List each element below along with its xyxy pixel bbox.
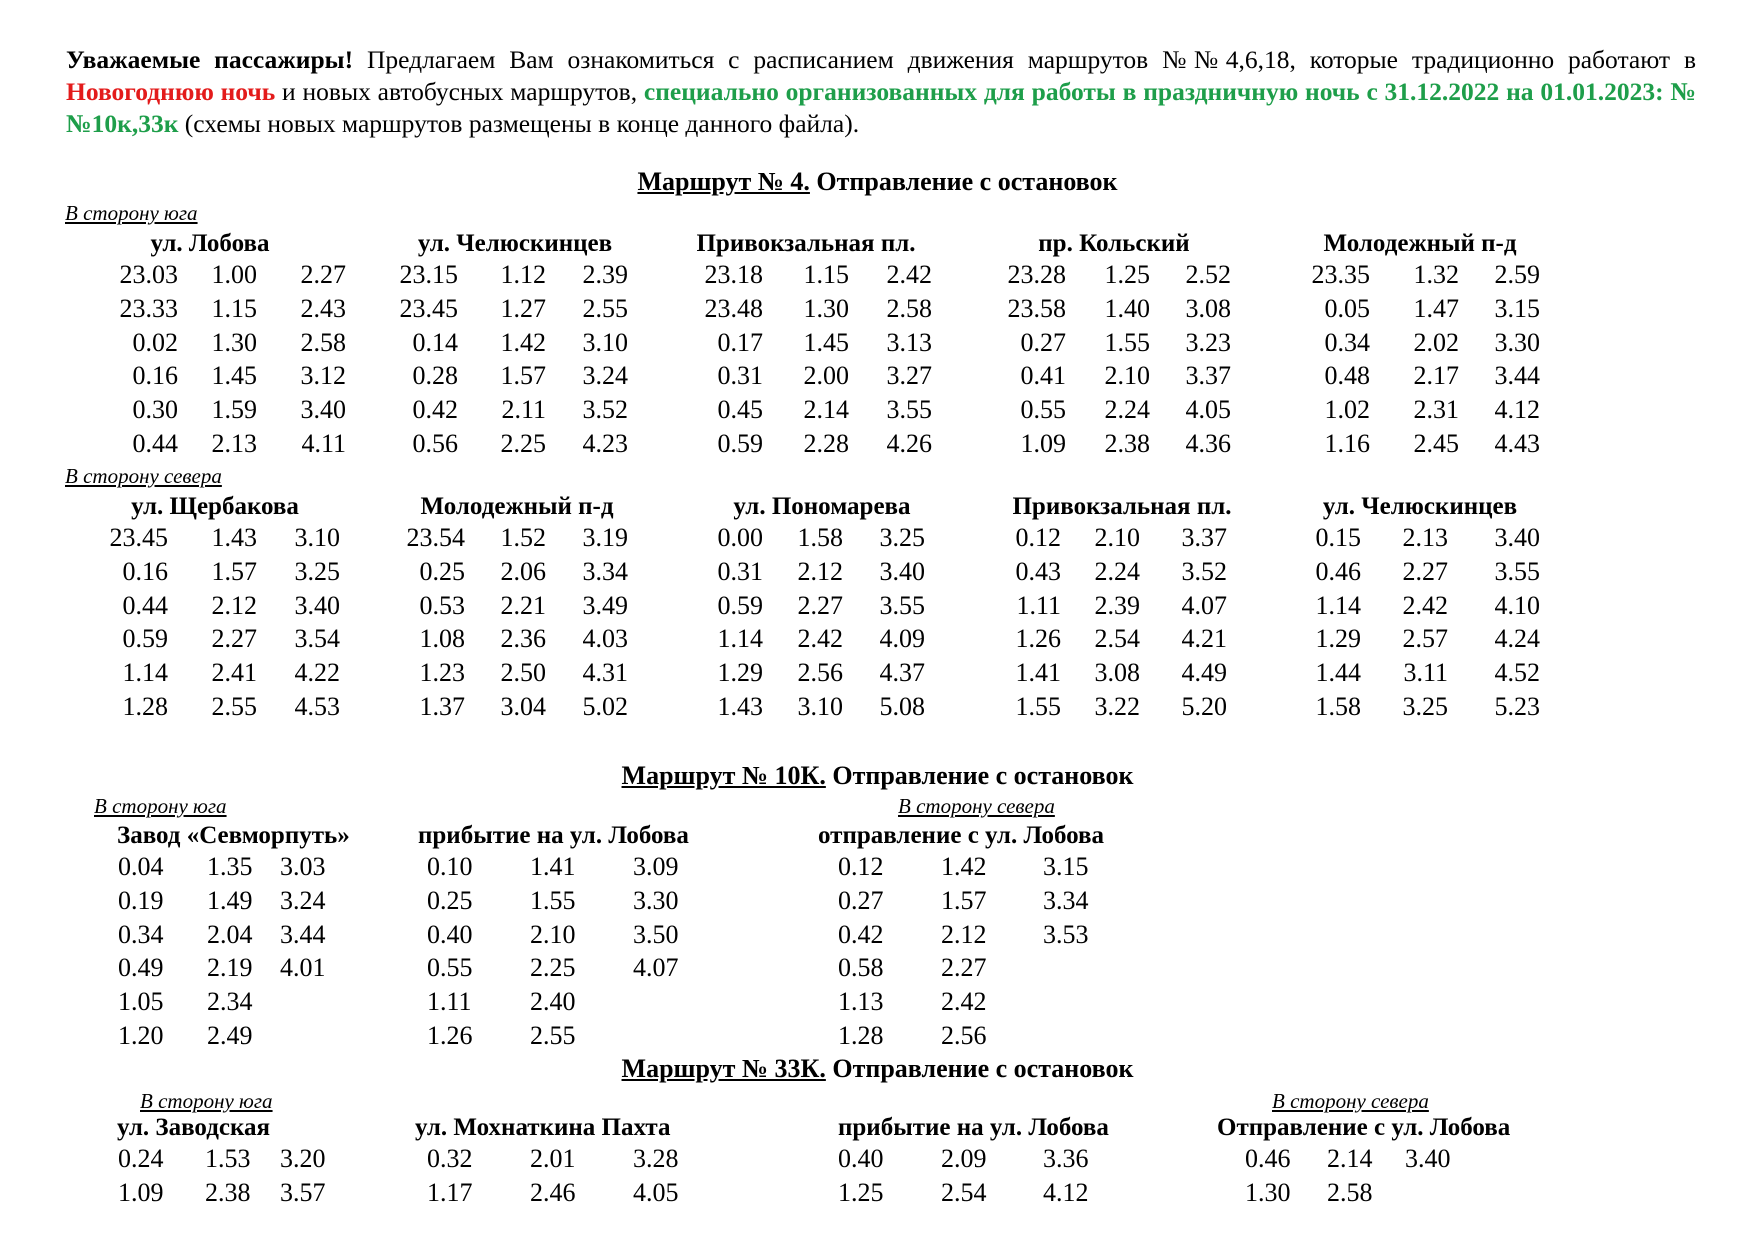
time-value: 0.02 (132, 327, 178, 357)
time-value: 0.46 (1245, 1144, 1291, 1173)
time-value: 2.34 (207, 987, 253, 1017)
stop-name: Отправление с ул. Лобова (1217, 1114, 1511, 1141)
time-value: 2.50 (500, 658, 546, 688)
time-value: 1.14 (122, 658, 168, 688)
time-value: 4.12 (1494, 395, 1540, 425)
time-value: 23.18 (704, 260, 763, 289)
time-value: 1.29 (1315, 624, 1361, 654)
route10k-south-label: В сторону юга (94, 794, 227, 818)
time-value: 3.10 (294, 523, 340, 552)
time-value: 1.13 (838, 987, 884, 1017)
stop-name: ул. Заводская (117, 1114, 271, 1141)
time-value: 3.36 (1043, 1144, 1089, 1173)
time-value: 1.28 (122, 691, 168, 721)
time-value: 1.28 (838, 1020, 884, 1050)
time-value: 1.14 (717, 624, 763, 654)
time-value: 0.49 (118, 953, 164, 983)
time-value: 0.42 (838, 919, 884, 949)
time-value: 1.45 (803, 327, 849, 357)
time-value: 1.09 (118, 1177, 164, 1207)
time-value: 0.19 (118, 885, 164, 915)
time-value: 5.08 (879, 691, 925, 721)
time-value: 1.14 (1315, 590, 1361, 620)
time-value: 23.28 (1007, 260, 1066, 289)
time-value: 1.41 (530, 852, 576, 881)
time-value: 23.45 (109, 523, 168, 552)
time-value: 23.03 (119, 260, 178, 289)
intro-text-1: Предлагаем Вам ознакомиться с расписанием движения маршрутов №№4,6,18, которые традиционно работают в (353, 45, 1696, 74)
time-value: 3.24 (280, 885, 326, 915)
time-value: 0.31 (717, 361, 763, 391)
time-value: 2.56 (797, 658, 843, 688)
time-value: 0.27 (838, 885, 884, 915)
stop-name: прибытие на ул. Лобова (418, 822, 689, 849)
stop-name: Молодежный п-д (420, 493, 614, 520)
route33k-south-label: В сторону юга (140, 1089, 273, 1113)
time-value: 1.55 (530, 885, 576, 915)
time-value: 1.53 (205, 1144, 251, 1173)
time-value: 2.12 (797, 556, 843, 586)
time-value: 3.22 (1094, 691, 1140, 721)
time-value: 1.23 (419, 658, 465, 688)
time-value: 5.23 (1494, 691, 1540, 721)
time-value: 2.09 (941, 1144, 987, 1173)
time-value: 1.09 (1020, 428, 1066, 458)
time-value: 4.22 (294, 658, 340, 688)
time-value: 2.27 (300, 260, 346, 289)
time-value: 3.52 (1181, 556, 1227, 586)
time-value: 23.45 (399, 293, 458, 323)
time-value: 2.25 (500, 428, 546, 458)
time-value: 1.32 (1413, 260, 1459, 289)
time-value: 3.25 (294, 556, 340, 586)
time-value: 1.02 (1324, 395, 1370, 425)
time-value: 2.36 (500, 624, 546, 654)
time-value: 1.08 (419, 624, 465, 654)
time-value: 2.42 (1402, 590, 1448, 620)
time-value: 2.21 (500, 590, 546, 620)
time-value: 2.12 (211, 590, 257, 620)
time-value: 2.13 (1402, 523, 1448, 552)
time-value: 3.11 (1403, 658, 1448, 688)
time-value: 0.58 (838, 953, 884, 983)
time-value: 1.20 (118, 1020, 164, 1050)
time-value: 1.05 (118, 987, 164, 1017)
time-value: 2.31 (1413, 395, 1459, 425)
time-value: 4.31 (582, 658, 628, 688)
time-value: 3.40 (300, 395, 346, 425)
time-value: 0.24 (118, 1144, 164, 1173)
time-value: 3.49 (582, 590, 628, 620)
time-value: 3.23 (1185, 327, 1231, 357)
time-value: 2.42 (886, 260, 932, 289)
time-value: 1.57 (500, 361, 546, 391)
time-value: 1.58 (1315, 691, 1361, 721)
time-value: 2.28 (803, 428, 849, 458)
time-value: 3.09 (633, 852, 679, 881)
time-value: 3.08 (1185, 293, 1231, 323)
time-value: 3.37 (1181, 523, 1227, 552)
time-value: 0.44 (122, 590, 168, 620)
time-value: 1.15 (211, 293, 257, 323)
time-value: 0.46 (1315, 556, 1361, 586)
time-value: 3.10 (582, 327, 628, 357)
time-value: 4.03 (582, 624, 628, 654)
time-value: 2.27 (1402, 556, 1448, 586)
stop-name: ул. Мохнаткина Пахта (415, 1114, 671, 1141)
time-value: 3.53 (1043, 919, 1089, 949)
stop-name: Завод «Севморпуть» (117, 822, 350, 849)
route4-title-number: Маршрут № 4. (637, 167, 810, 196)
route10k-north-label: В сторону севера (898, 794, 1055, 818)
time-value: 0.04 (118, 852, 164, 881)
time-value: 1.12 (500, 260, 546, 289)
route4-south-label: В сторону юга (65, 201, 198, 225)
time-value: 1.52 (500, 523, 546, 552)
time-value: 4.37 (879, 658, 925, 688)
time-value: 4.53 (294, 691, 340, 721)
time-value: 2.46 (530, 1177, 576, 1207)
time-value: 2.25 (530, 953, 576, 983)
time-value: 0.16 (132, 361, 178, 391)
time-value: 1.58 (797, 523, 843, 552)
time-value: 4.26 (886, 428, 932, 458)
time-value: 2.45 (1413, 428, 1459, 458)
time-value: 3.37 (1185, 361, 1231, 391)
time-value: 1.57 (941, 885, 987, 915)
time-value: 1.55 (1104, 327, 1150, 357)
time-value: 4.01 (280, 953, 326, 983)
route33k-north-label: В сторону севера (1272, 1089, 1429, 1113)
time-value: 2.58 (300, 327, 346, 357)
time-value: 3.55 (1494, 556, 1540, 586)
time-value: 2.54 (941, 1177, 987, 1207)
time-value: 1.30 (803, 293, 849, 323)
time-value: 0.28 (412, 361, 458, 391)
time-value: 2.14 (1327, 1144, 1373, 1173)
time-value: 3.28 (633, 1144, 679, 1173)
stop-name: прибытие на ул. Лобова (838, 1114, 1109, 1141)
time-value: 0.44 (132, 428, 178, 458)
time-value: 2.39 (1094, 590, 1140, 620)
time-value: 1.57 (211, 556, 257, 586)
time-value: 2.43 (300, 293, 346, 323)
time-value: 0.05 (1324, 293, 1370, 323)
time-value: 1.42 (941, 852, 987, 881)
time-value: 0.48 (1324, 361, 1370, 391)
time-value: 2.10 (530, 919, 576, 949)
time-value: 0.53 (419, 590, 465, 620)
time-value: 3.12 (300, 361, 346, 391)
time-value: 3.19 (582, 523, 628, 552)
time-value: 3.04 (500, 691, 546, 721)
time-value: 3.30 (633, 885, 679, 915)
time-value: 1.59 (211, 395, 257, 425)
time-value: 2.41 (211, 658, 257, 688)
time-value: 0.55 (427, 953, 473, 983)
route4-title-rest: Отправление с остановок (809, 167, 1118, 196)
time-value: 2.56 (941, 1020, 987, 1050)
time-value: 3.40 (879, 556, 925, 586)
time-value: 0.40 (427, 919, 473, 949)
time-value: 2.42 (941, 987, 987, 1017)
time-value: 3.40 (1405, 1144, 1451, 1173)
time-value: 1.40 (1104, 293, 1150, 323)
time-value: 23.48 (704, 293, 763, 323)
time-value: 2.55 (211, 691, 257, 721)
time-value: 3.15 (1043, 852, 1089, 881)
time-value: 2.24 (1104, 395, 1150, 425)
time-value: 1.15 (803, 260, 849, 289)
time-value: 0.34 (1324, 327, 1370, 357)
time-value: 0.34 (118, 919, 164, 949)
time-value: 5.02 (582, 691, 628, 721)
time-value: 2.00 (803, 361, 849, 391)
time-value: 1.30 (211, 327, 257, 357)
time-value: 4.07 (633, 953, 679, 983)
time-value: 2.11 (501, 395, 546, 425)
time-value: 0.14 (412, 327, 458, 357)
time-value: 0.45 (717, 395, 763, 425)
time-value: 0.16 (122, 556, 168, 586)
time-value: 2.58 (886, 293, 932, 323)
time-value: 0.00 (717, 523, 763, 552)
route10k-title (0, 761, 1755, 791)
time-value: 0.27 (1020, 327, 1066, 357)
time-value: 0.17 (717, 327, 763, 357)
time-value: 4.09 (879, 624, 925, 654)
stop-name: отправление с ул. Лобова (818, 822, 1105, 849)
time-value: 3.34 (1043, 885, 1089, 915)
time-value: 2.27 (211, 624, 257, 654)
time-value: 0.25 (427, 885, 473, 915)
intro-text-2: и новых автобусных маршрутов, (275, 77, 644, 106)
time-value: 2.17 (1413, 361, 1459, 391)
time-value: 1.17 (427, 1177, 473, 1207)
route10k-title-number: Маршрут № 10К. (621, 761, 826, 790)
stop-name: ул. Лобова (150, 230, 270, 257)
time-value: 3.20 (280, 1144, 326, 1173)
time-value: 3.57 (280, 1177, 326, 1207)
time-value: 2.01 (530, 1144, 576, 1173)
route33k-title (0, 1054, 1755, 1084)
time-value: 4.21 (1181, 624, 1227, 654)
time-value: 3.08 (1094, 658, 1140, 688)
time-value: 0.43 (1015, 556, 1061, 586)
time-value: 2.39 (582, 260, 628, 289)
time-value: 0.12 (838, 852, 884, 881)
time-value: 0.32 (427, 1144, 473, 1173)
route4-title (0, 167, 1755, 197)
stop-name: пр. Кольский (1038, 230, 1190, 257)
time-value: 1.43 (211, 523, 257, 552)
time-value: 0.10 (427, 852, 473, 881)
time-value: 2.38 (205, 1177, 251, 1207)
intro-special-routes: специально организованных для работы в праздничную ночь с 31.12.2022 на 01.01.2023: №№10к,33к (66, 77, 1697, 138)
stop-name: ул. Пономарева (733, 493, 911, 520)
stop-name: Молодежный п-д (1323, 230, 1517, 257)
intro-greeting: Уважаемые пассажиры! (66, 45, 354, 74)
time-value: 1.30 (1245, 1177, 1291, 1207)
time-value: 2.10 (1104, 361, 1150, 391)
time-value: 1.49 (207, 885, 253, 915)
time-value: 3.52 (582, 395, 628, 425)
time-value: 3.44 (280, 919, 326, 949)
time-value: 1.29 (717, 658, 763, 688)
time-value: 0.41 (1020, 361, 1066, 391)
time-value: 4.36 (1185, 428, 1231, 458)
time-value: 2.49 (207, 1020, 253, 1050)
time-value: 1.35 (207, 852, 253, 881)
time-value: 4.12 (1043, 1177, 1089, 1207)
stop-name: ул. Щербакова (131, 493, 299, 520)
time-value: 1.26 (1015, 624, 1061, 654)
time-value: 0.40 (838, 1144, 884, 1173)
time-value: 0.59 (122, 624, 168, 654)
time-value: 3.25 (1402, 691, 1448, 721)
time-value: 1.11 (427, 987, 472, 1017)
time-value: 3.55 (886, 395, 932, 425)
time-value: 3.44 (1494, 361, 1540, 391)
time-value: 4.49 (1181, 658, 1227, 688)
time-value: 2.27 (941, 953, 987, 983)
time-value: 2.12 (941, 919, 987, 949)
time-value: 1.42 (500, 327, 546, 357)
time-value: 2.42 (797, 624, 843, 654)
route10k-title-rest: Отправление с остановок (825, 761, 1134, 790)
stop-name: Привокзальная пл. (696, 230, 916, 257)
time-value: 1.45 (211, 361, 257, 391)
time-value: 0.55 (1020, 395, 1066, 425)
stop-name: ул. Челюскинцев (1322, 493, 1518, 520)
stop-name: ул. Челюскинцев (417, 230, 613, 257)
time-value: 1.55 (1015, 691, 1061, 721)
time-value: 0.31 (717, 556, 763, 586)
stop-name: Привокзальная пл. (1012, 493, 1232, 520)
time-value: 0.30 (132, 395, 178, 425)
time-value: 2.06 (500, 556, 546, 586)
route33k-title-rest: Отправление с остановок (825, 1054, 1134, 1083)
time-value: 1.27 (500, 293, 546, 323)
time-value: 3.27 (886, 361, 932, 391)
time-value: 2.02 (1413, 327, 1459, 357)
time-value: 4.52 (1494, 658, 1540, 688)
time-value: 1.25 (838, 1177, 884, 1207)
route4-north-label: В сторону севера (65, 464, 222, 488)
time-value: 0.15 (1315, 523, 1361, 552)
time-value: 23.54 (406, 523, 465, 552)
time-value: 0.56 (412, 428, 458, 458)
time-value: 2.40 (530, 987, 576, 1017)
time-value: 4.24 (1494, 624, 1540, 654)
time-value: 3.30 (1494, 327, 1540, 357)
time-value: 3.40 (294, 590, 340, 620)
time-value: 1.47 (1413, 293, 1459, 323)
time-value: 4.05 (633, 1177, 679, 1207)
intro-text-3: (схемы новых маршрутов размещены в конце данного файла). (178, 109, 860, 138)
time-value: 4.05 (1185, 395, 1231, 425)
time-value: 0.59 (717, 428, 763, 458)
time-value: 1.41 (1015, 658, 1061, 688)
time-value: 3.34 (582, 556, 628, 586)
time-value: 2.13 (211, 428, 257, 458)
time-value: 2.55 (530, 1020, 576, 1050)
time-value: 2.59 (1494, 260, 1540, 289)
time-value: 1.37 (419, 691, 465, 721)
time-value: 1.44 (1315, 658, 1361, 688)
time-value: 1.26 (427, 1020, 473, 1050)
time-value: 2.52 (1185, 260, 1231, 289)
time-value: 5.20 (1181, 691, 1227, 721)
time-value: 2.10 (1094, 523, 1140, 552)
time-value: 4.43 (1494, 428, 1540, 458)
time-value: 3.24 (582, 361, 628, 391)
time-value: 4.07 (1181, 590, 1227, 620)
time-value: 4.10 (1494, 590, 1540, 620)
time-value: 4.11 (301, 428, 346, 458)
time-value: 2.04 (207, 919, 253, 949)
time-value: 2.19 (207, 953, 253, 983)
time-value: 0.25 (419, 556, 465, 586)
time-value: 2.14 (803, 395, 849, 425)
time-value: 2.58 (1327, 1177, 1373, 1207)
time-value: 2.27 (797, 590, 843, 620)
time-value: 23.33 (119, 293, 178, 323)
time-value: 23.15 (399, 260, 458, 289)
intro-paragraph (66, 44, 1696, 140)
time-value: 23.58 (1007, 293, 1066, 323)
time-value: 0.12 (1015, 523, 1061, 552)
time-value: 1.11 (1016, 590, 1061, 620)
route33k-title-number: Маршрут № 33К. (621, 1054, 826, 1083)
time-value: 3.54 (294, 624, 340, 654)
time-value: 3.13 (886, 327, 932, 357)
time-value: 3.25 (879, 523, 925, 552)
time-value: 0.42 (412, 395, 458, 425)
time-value: 3.03 (280, 852, 326, 881)
intro-new-year-night: Новогоднюю ночь (66, 77, 276, 106)
time-value: 2.38 (1104, 428, 1150, 458)
time-value: 3.40 (1494, 523, 1540, 552)
time-value: 3.55 (879, 590, 925, 620)
time-value: 1.43 (717, 691, 763, 721)
time-value: 23.35 (1311, 260, 1370, 289)
time-value: 2.57 (1402, 624, 1448, 654)
time-value: 2.24 (1094, 556, 1140, 586)
time-value: 3.10 (797, 691, 843, 721)
time-value: 3.15 (1494, 293, 1540, 323)
time-value: 1.25 (1104, 260, 1150, 289)
time-value: 0.59 (717, 590, 763, 620)
time-value: 2.55 (582, 293, 628, 323)
time-value: 4.23 (582, 428, 628, 458)
time-value: 3.50 (633, 919, 679, 949)
time-value: 1.16 (1324, 428, 1370, 458)
time-value: 2.54 (1094, 624, 1140, 654)
time-value: 1.00 (211, 260, 257, 289)
